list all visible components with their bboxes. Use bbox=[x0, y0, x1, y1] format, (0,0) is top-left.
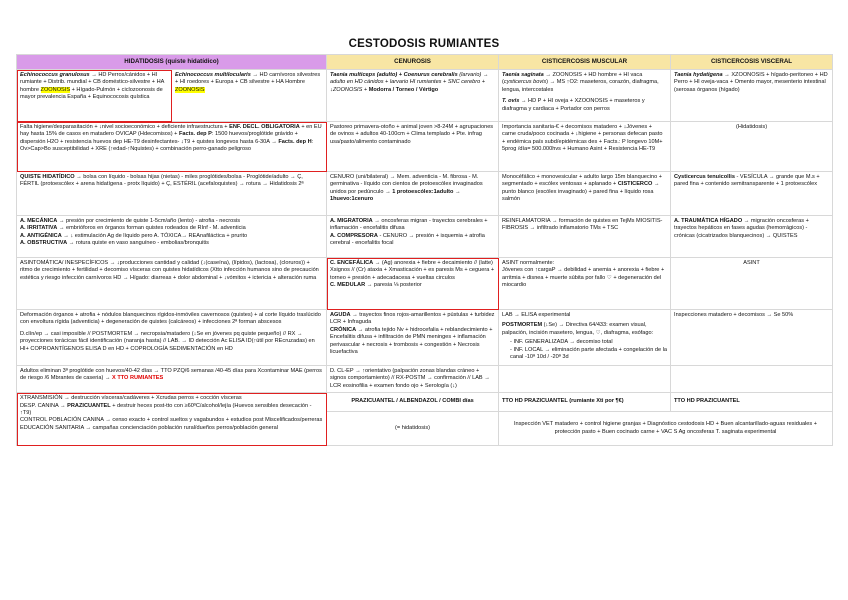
cell-text: Deformación órganos + atrofia + nódulos blanquecinos rígidos-inmóviles cavernosos (quistes) + al corte líquido traslúcido con envoltura rígida (adventicia) + degeneración de quistes (calcáreos) + infecciones 2ª forman abscesos bbox=[20, 312, 321, 326]
cell-cisticercosis-muscular-empty bbox=[499, 366, 671, 393]
cell-text: Falta higiene/desparasitación + ↓nivel socioeconómico + deficiente infraestructura + bbox=[20, 124, 230, 130]
cell-text: → HD carnívoros silvestres + HI roedores + Europa + CB silvestre + HA Hombre bbox=[175, 72, 321, 86]
cell-text: + en EU hay hasta 15% de casos en matadero OVICAP (Hdecomisos) + bbox=[20, 124, 322, 138]
cell-text: : 1500 huevos/proglótide grávido + dispersión H2O + resistencia huevos dep HE-T9 desinfectantes- ↓T9 + quistes longevos hasta 6-30A → bbox=[20, 131, 298, 145]
cell-text: - CENURO → presión + isquemia + atrofia cerebral - encefalitis focal bbox=[330, 232, 485, 247]
species-name: Taenia saginata bbox=[502, 72, 544, 78]
table-row-epidemiology bbox=[17, 122, 833, 172]
cell-echinococcus-granulosus bbox=[17, 70, 172, 122]
cell-cisticercosis-visceral-clinical: ASINT bbox=[671, 258, 833, 310]
header-cisticercosis-muscular: CISTICERCOSIS MUSCULAR bbox=[499, 55, 671, 70]
cell-text: X TTO RUMIANTES bbox=[112, 375, 164, 382]
cell-text: → rotura quiste en vaso sanguíneo - embolias/bronquitis bbox=[67, 240, 209, 247]
cell-cisticercosis-visceral-morphology bbox=[671, 172, 833, 216]
header-row bbox=[17, 55, 833, 70]
cell-text: + destruir heces post-tto con ≥60ºC/alcohol/lejía (Huevos sensibles desecación - ↑T9) bbox=[20, 402, 312, 416]
species-name: Taenia hydatigena bbox=[674, 72, 723, 78]
cell-text: POSTMORTEM bbox=[502, 322, 543, 329]
summary-table bbox=[16, 54, 832, 446]
header-hidatidosis: HIDATIDOSIS (quiste hidatídico) bbox=[17, 55, 327, 70]
cell-text: + Hígado-Pulmón + ciclozoonosis de mayor prevalencia España + Equinococosis quística bbox=[20, 86, 163, 101]
cell-text: INF. LOCAL → eliminación parte afectada + congelación de la canal -10ª 10d / -20ª 3d bbox=[510, 346, 667, 360]
cell-text: A. ANTIGÉNICA bbox=[20, 232, 62, 239]
species-name: T. ovis bbox=[502, 98, 520, 105]
zoonosis-highlight: ZOONOSIS bbox=[40, 86, 71, 93]
cell-echinococcus-multilocularis bbox=[172, 70, 327, 122]
cell-text: LAB → ELISA experimental bbox=[502, 312, 571, 318]
cell-text: CRÓNICA bbox=[330, 326, 357, 333]
header-cisticercosis-visceral: CISTICERCOSIS VISCERAL bbox=[671, 55, 833, 70]
cell-text: Facts. dep H bbox=[278, 138, 312, 145]
cell-text: A. MIGRATORIA bbox=[330, 218, 373, 224]
page-title: CESTODOSIS RUMIANTES bbox=[348, 38, 500, 50]
cell-text: → (Ag) anorexia + fiebre + decaimiento // (latte) Xsignos // (Cr) ataxia + Xmasticación + es paresis Ms + ceguera + torneo + presión + adecadacesa + vueltas circulos bbox=[330, 260, 495, 281]
cell-text: → oncosferas migran - trayectos cerebrales + inflamación - encefalitis difusa bbox=[330, 218, 488, 232]
list-item: - INF. GENERALIZADA → decomiso total bbox=[510, 339, 613, 346]
cell-cenurosis-pathogenesis bbox=[327, 216, 499, 258]
cell-cisticercosis-visceral-pathogenesis bbox=[671, 216, 833, 258]
cell-text: → punto blanco (escólex invaginado) + pared fina + líquido rosa salmón bbox=[502, 181, 660, 203]
cell-text: DESP. CANINA → bbox=[20, 402, 68, 409]
cell-text: 1 protoescólex:1adulto → 1huevo:1cenuro bbox=[330, 188, 461, 203]
cell-hidatidosis-epidemiology bbox=[17, 122, 327, 172]
cell-hidatidosis-pathogenesis bbox=[17, 216, 327, 258]
table-row-lesions-diagnosis bbox=[17, 310, 833, 366]
cell-text: cysticercus bovis bbox=[503, 79, 547, 86]
table-row-morphology bbox=[17, 172, 833, 216]
cell-cisticercosis-visceral-empty bbox=[671, 366, 833, 393]
cell-hidatidosis-morphology bbox=[17, 172, 327, 216]
cell-cisticercosis-muscular-pathogenesis: REINFLAMATORIA → formación de quistes en TejMs MIOSITIS-FIBROSIS → infiltrado inflamatorio TMs + TSC bbox=[499, 216, 671, 258]
cell-text: PRAZICUANTEL bbox=[67, 402, 111, 409]
cell-text: A. OBSTRUCTIVA bbox=[20, 240, 68, 247]
cell-text: QUISTE HIDATÍDICO bbox=[20, 174, 75, 180]
cell-text: INF. GENERALIZADA → decomiso total bbox=[513, 339, 613, 346]
cell-cisticercosis-muscular-clinical bbox=[499, 258, 671, 310]
cell-cenurosis-epidemiology: Pastoreo primavera-otoño + animal joven >8-24M + agrupaciones de ovinos + adultos 40-100cm + Clima templado + Pte. infrag usa/pasto/alimento contaminado bbox=[327, 122, 499, 172]
cell-text: → XZOONOSIS + hígado-peritoneo + HD Perro + HI oveja-vaca + Omento mayor, mesenterio intestinal (serosas órganos (hígado) bbox=[674, 72, 828, 93]
cell-hidatidosis-control bbox=[17, 393, 327, 446]
cell-cenurosis-morphology bbox=[327, 172, 499, 216]
cell-text: (↓Se) → Directiva 64/433: examen visual, palpación, incisión masetero, lengua, ♡, diafragma, esófago: bbox=[502, 322, 654, 336]
cell-cisticercosis-visceral-epidemiology: (Hidatidosis) bbox=[671, 122, 833, 172]
cell-text: Adultos eliminan 3ª proglótide con huevos/40-42 días → TTO PZQ/6 semanas /40-45 días para Xcontaminar MAE (perros de riesgo /6 Mbrantes de caseria) → bbox=[20, 368, 322, 382]
cell-hidatidosis-lesions bbox=[17, 310, 327, 366]
cell-text: Monocéfálico + monovesicular + adulto largo 15m blanquecino + segmentado + escólex ventosas + aplanado + bbox=[502, 174, 663, 188]
cell-text: EDUCACIÓN SANITARIA → campañas concienciación población rural/dueños perros/población general bbox=[20, 424, 278, 431]
species-name: Taenia multiceps (adulto) + Coenurus cerebralis bbox=[330, 72, 458, 78]
cell-cisticercosis-muscular-treatment: TTO HD PRAZICUANTEL (rumiante Xti por ¶€) bbox=[499, 393, 671, 412]
cell-cenurosis-diagnosis: D. CL-EP → ↑orientativo (palpación zonas blandas cráneo + signos comportamiento) // RX-POSTM → confirmación // LAB → LCR eosinofilia + examen fondo ojo + Serología (↓) bbox=[327, 366, 499, 393]
cell-text: ASINT normalmente: bbox=[502, 260, 555, 266]
cell-text: → migración oncosferas + trayectos hepáticos en fases agudas (hemorrágicos) - crónicas (cicatrizados blanquecinos) → QUISTES bbox=[674, 218, 809, 239]
table-row-pathogenesis bbox=[17, 216, 833, 258]
cell-text: ENF. DECL. OBLIGATORIA bbox=[229, 124, 300, 130]
cell-cisticercosis-visceral-species bbox=[671, 70, 833, 122]
cell-text: Cysticercus tenuicollis bbox=[674, 174, 735, 180]
cell-text: A. COMPRESORA bbox=[330, 232, 378, 239]
cell-text: → ZOONOSIS + HD hombre + HI vaca ( bbox=[502, 72, 643, 86]
cell-text: CONTROL POBLACIÓN CANINA → censo exacto + control sueltos y vagabundos + estudios post Miscelificados/perreras bbox=[20, 417, 323, 424]
cell-cenurosis-clinical bbox=[327, 258, 499, 310]
cell-text: → bolsa con líquido - bolsas hijas (nietas) - miles proglótides/bolsa - Proglótide/adulto → Ç, FÉRTIL (protoescólex + arena hidatígena - protx líquido) + Ç, ESTÉRIL (acefaloquistes) → rotura → Hidatidosis 2ª bbox=[20, 174, 304, 188]
cell-cenurosis-species bbox=[327, 70, 499, 122]
cell-cenurosis-treatment: PRAZICUANTEL / ALBENDAZOL / COMBI días bbox=[327, 393, 499, 412]
cell-hidatidosis-treatment bbox=[17, 366, 327, 393]
table-row-control bbox=[17, 393, 833, 412]
cell-cisticercosis-muscular-species bbox=[499, 70, 671, 122]
cell-text: Facts. dep P bbox=[178, 131, 212, 138]
cell-cisticercosis-visceral-treatment: TTO HD PRAZICUANTEL bbox=[671, 393, 833, 412]
cell-cisticercosis-visceral-diagnosis: Inspecciones matadero + decomisos → Se 50% bbox=[671, 310, 833, 366]
cell-text: → HD P + HI oveja + XZOONOSIS + maseteros y diafragma y cardiaca + Portador con perros bbox=[502, 98, 645, 112]
species-name: Echinococcus granulosus bbox=[20, 72, 90, 78]
cell-text: - VESÍCULA → grande que M.s + pared fina + contenido semitransparente + 1 protoescólex bbox=[674, 174, 820, 188]
cell-text: → ↓ estimulación Ag de líquido pero A. TÓXICA→ REAnafiláctica + prurito bbox=[61, 232, 248, 239]
cell-text: : Ov>Cap>Bo susceptibilidad + XRE (↑edad-↑Nquistes) + combinación perro-ganado peligroso bbox=[20, 138, 314, 153]
cell-cisticercosis-muscular-diagnosis bbox=[499, 310, 671, 366]
cell-text: D.clín/ep → casi imposible // POSTMORTEM → necropsia/matadero (↓Se en jóvenes pq quiste pequeño) // RX → proyecciones torácicas fácil identificación (naranja hasta) // LAB. → ID detección Ac ELISA ID(↑útil por REcruzadas) en HI+ COPROANTÍGENOS ELISA D en HD + COPROLOGÍA SEDIMENTACIÓN en HD bbox=[20, 330, 315, 352]
cell-cisticercosis-prevention: Inspección VET matadero + control higiene granjas + Diagnóstico cestodosis HD + Buen alcantarillado-aguas residuales + protección pasto + Buen cocinado carne + VAC S Ag oncosferas T. saginata experimental bbox=[499, 412, 833, 446]
cell-text: CISTICERCO bbox=[617, 181, 653, 188]
cell-text: → HD Perros/cánidos + HI rumiante + Distrib. mundial + CB doméstico-silvestre + HA hombre bbox=[20, 72, 165, 93]
cell-hidatidosis-clinical: ASINTOMÁTICA/ INESPECÍFICOS → ↓producciones cantidad y calidad (↓(caseína), (lípidos), (lactosa), (cloruros)) + ritmo de crecimiento + fertilidad + decomiso vísceras con quistes hidatídicos (Xtto infección humanos sino de precaución estética y riesgo infección carnívoros HD → Hígado: diarreas + dolor abdominal + ↓vómitos + ictericia + alteración ruma bbox=[17, 258, 327, 310]
cell-text: → presión por crecimiento de quiste 1-5cm/año (lento) - atrofia - necrosis bbox=[57, 218, 241, 224]
cell-text: → paresia ⅛ posterior bbox=[365, 282, 422, 289]
cell-text: → trayectos finos rojos-amarillentos + pústulas + turbidez LCR + Infraguda bbox=[330, 312, 495, 326]
cell-text: A. MECÁNICA bbox=[20, 218, 58, 224]
cell-text: → embrióforos en órganos forman quistes rodeados de RInf - M. adventicia bbox=[57, 225, 246, 232]
cell-text: C. ENCEFÁLICA bbox=[330, 260, 374, 266]
cell-cisticercosis-muscular-epidemiology: Importancia sanitaria-€ + decomisos matadero + ↓Jóvenes + carne cruda/poco cocinada + ↓higiene + personas defecan pasto + endémica país subd/epidémicas des + Facts.: P longevo 10M+ 5prog /día= 500.000hvs + Humano Asint + Resistencia HE-T9 bbox=[499, 122, 671, 172]
cell-text: A. IRRITATIVA bbox=[20, 225, 58, 232]
cell-text: AGUDA bbox=[330, 312, 351, 318]
cell-cisticercosis-muscular-morphology bbox=[499, 172, 671, 216]
cell-text: ) → MS ↑O2: maseteros, corazón, diafragma, lengua, intercostales bbox=[502, 79, 659, 93]
cell-text: A. TRAUMÁTICA HÍGADO bbox=[674, 218, 743, 224]
table-row-species bbox=[17, 70, 833, 122]
table-row-clinical bbox=[17, 258, 833, 310]
cell-text: Modorra / Torneo / Vértigo bbox=[368, 86, 439, 93]
species-name: Echinococcus multilocularis bbox=[175, 72, 251, 78]
cell-text: → atrofia tejido Nv + hidrocefalia + reblandecimiento + Encefalitis difusa + infiltración de PMN meninges + inflamación perivascular + necrosis + trombosis + congestión + Necrosis licuefactiva bbox=[330, 326, 493, 355]
cell-text: (larvario) → adulto en HD cánidos + larvario HI rumiantes + SNC cerebro + ↓ZOONOSIS + bbox=[330, 72, 489, 93]
cell-cenurosis-lesions bbox=[327, 310, 499, 366]
table-row-treatment-notes bbox=[17, 366, 833, 393]
cell-text: CENURO (uni/bilateral) → Mem. adventicia - M. fibrosa - M. germinativa - líquido con cientos de protoescólex invaginados unidos por pedúnculo → bbox=[330, 174, 483, 195]
zoonosis-highlight: ZOONOSIS bbox=[175, 86, 205, 93]
list-item: - INF. LOCAL → eliminación parte afectada + congelación de la canal -10ª 10d / -20ª 3d bbox=[510, 346, 667, 360]
cell-text: C. MEDULAR bbox=[330, 282, 366, 289]
cell-text: Jóvenes con ↑cargaP → debilidad + anemia + anorexia + fiebre + arritmia + disnea + muerte súbita por fallo ♡ + degeneración del miocardio bbox=[502, 267, 665, 289]
header-cenurosis: CENUROSIS bbox=[327, 55, 499, 70]
cell-cenurosis-prevention: (= hidatidosis) bbox=[327, 412, 499, 446]
cell-text: XTRANSMISIÓN → destrucción vísceras/cadáveres + Xcrudas perros + cocción vísceras bbox=[20, 395, 242, 402]
